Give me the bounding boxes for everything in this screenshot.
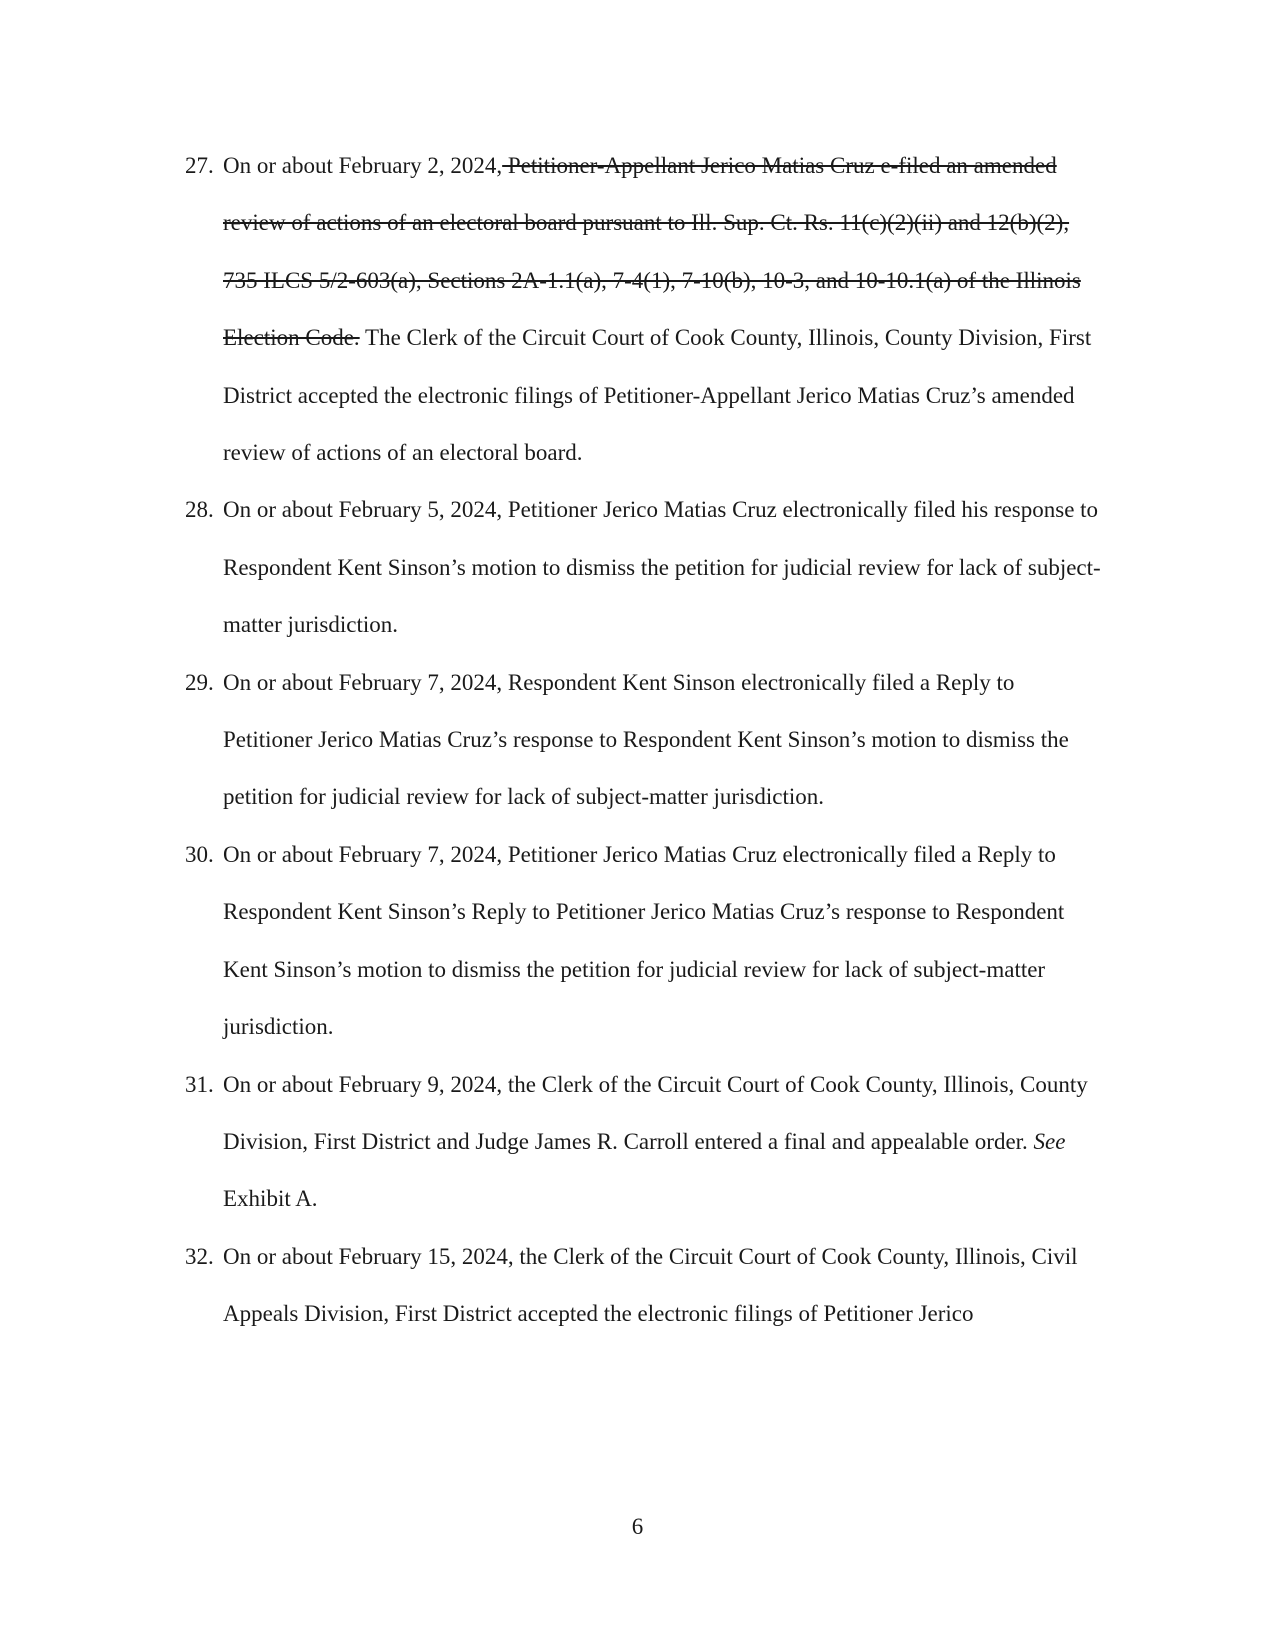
exhibit-reference: Exhibit A. [223, 1186, 318, 1212]
citation-signal: See [1033, 1128, 1066, 1154]
paragraph-32 [185, 1228, 1105, 1343]
paragraph-number: 29. [185, 669, 214, 695]
paragraph-27 [185, 137, 1105, 481]
paragraph-text: On or about February 7, 2024, Respondent Kent Sinson electronically filed a Reply to Petitioner Jerico Matias Cruz’s response to Respondent Kent Sinson’s motion to dismiss the petition for judicial review for lack of subject-matter jurisdiction. [223, 669, 1069, 810]
paragraph-31 [185, 1056, 1105, 1228]
paragraph-text [223, 137, 1105, 481]
paragraph-text: On or about February 15, 2024, the Clerk of the Circuit Court of Cook County, Illinois, Civil Appeals Division, First District accepted the electronic filings of Petitioner Jerico [223, 1243, 1078, 1327]
paragraph-number: 28. [185, 497, 214, 523]
paragraph-rest-text: The Clerk of the Circuit Court of Cook County, Illinois, County Division, First District accepted the electronic filings of Petitioner-Appellant Jerico Matias Cruz’s amended review of actions of an electoral board. [223, 325, 1092, 466]
paragraph-number: 31. [185, 1071, 214, 1097]
paragraph-number: 27. [185, 153, 214, 178]
paragraph-text [223, 1056, 1105, 1228]
paragraph-29 [185, 654, 1105, 826]
paragraph-text: On or about February 7, 2024, Petitioner Jerico Matias Cruz electronically filed a Reply to Respondent Kent Sinson’s Reply to Petitioner Jerico Matias Cruz’s response to Respondent Kent Sinson’s motion to dismiss the petition for judicial review for lack of subject-matter jurisdiction. [223, 841, 1065, 1040]
paragraph-number: 32. [185, 1243, 214, 1269]
paragraph-28 [185, 481, 1105, 653]
paragraph-lead-text: On or about February 2, 2024, [223, 153, 503, 178]
paragraph-text: On or about February 5, 2024, Petitioner Jerico Matias Cruz electronically filed his response to Respondent Kent Sinson’s motion to dismiss the petition for judicial review for lack of subject-matter jurisdiction. [223, 497, 1101, 638]
paragraph-main-text: On or about February 9, 2024, the Clerk of the Circuit Court of Cook County, Illinois, County Division, First District and Judge James R. Carroll entered a final and appealable order. [223, 1071, 1088, 1154]
struck-through-text: Petitioner-Appellant Jerico Matias Cruz e-filed an amended review of actions of an electoral board pursuant to Ill. Sup. Ct. Rs. 11(c)(2)(ii) and 12(b)(2), 735 ILCS 5/2-603(a), Sections 2A-1.1(a), 7-4(1), 7-10(b), 10-3, and 10-10.1(a) of the Illinois Election Code. [223, 153, 1081, 351]
numbered-paragraph-list [185, 137, 1105, 1343]
paragraph-30 [185, 826, 1105, 1056]
page-number: 6 [631, 1514, 644, 1539]
paragraph-number: 30. [185, 841, 214, 867]
